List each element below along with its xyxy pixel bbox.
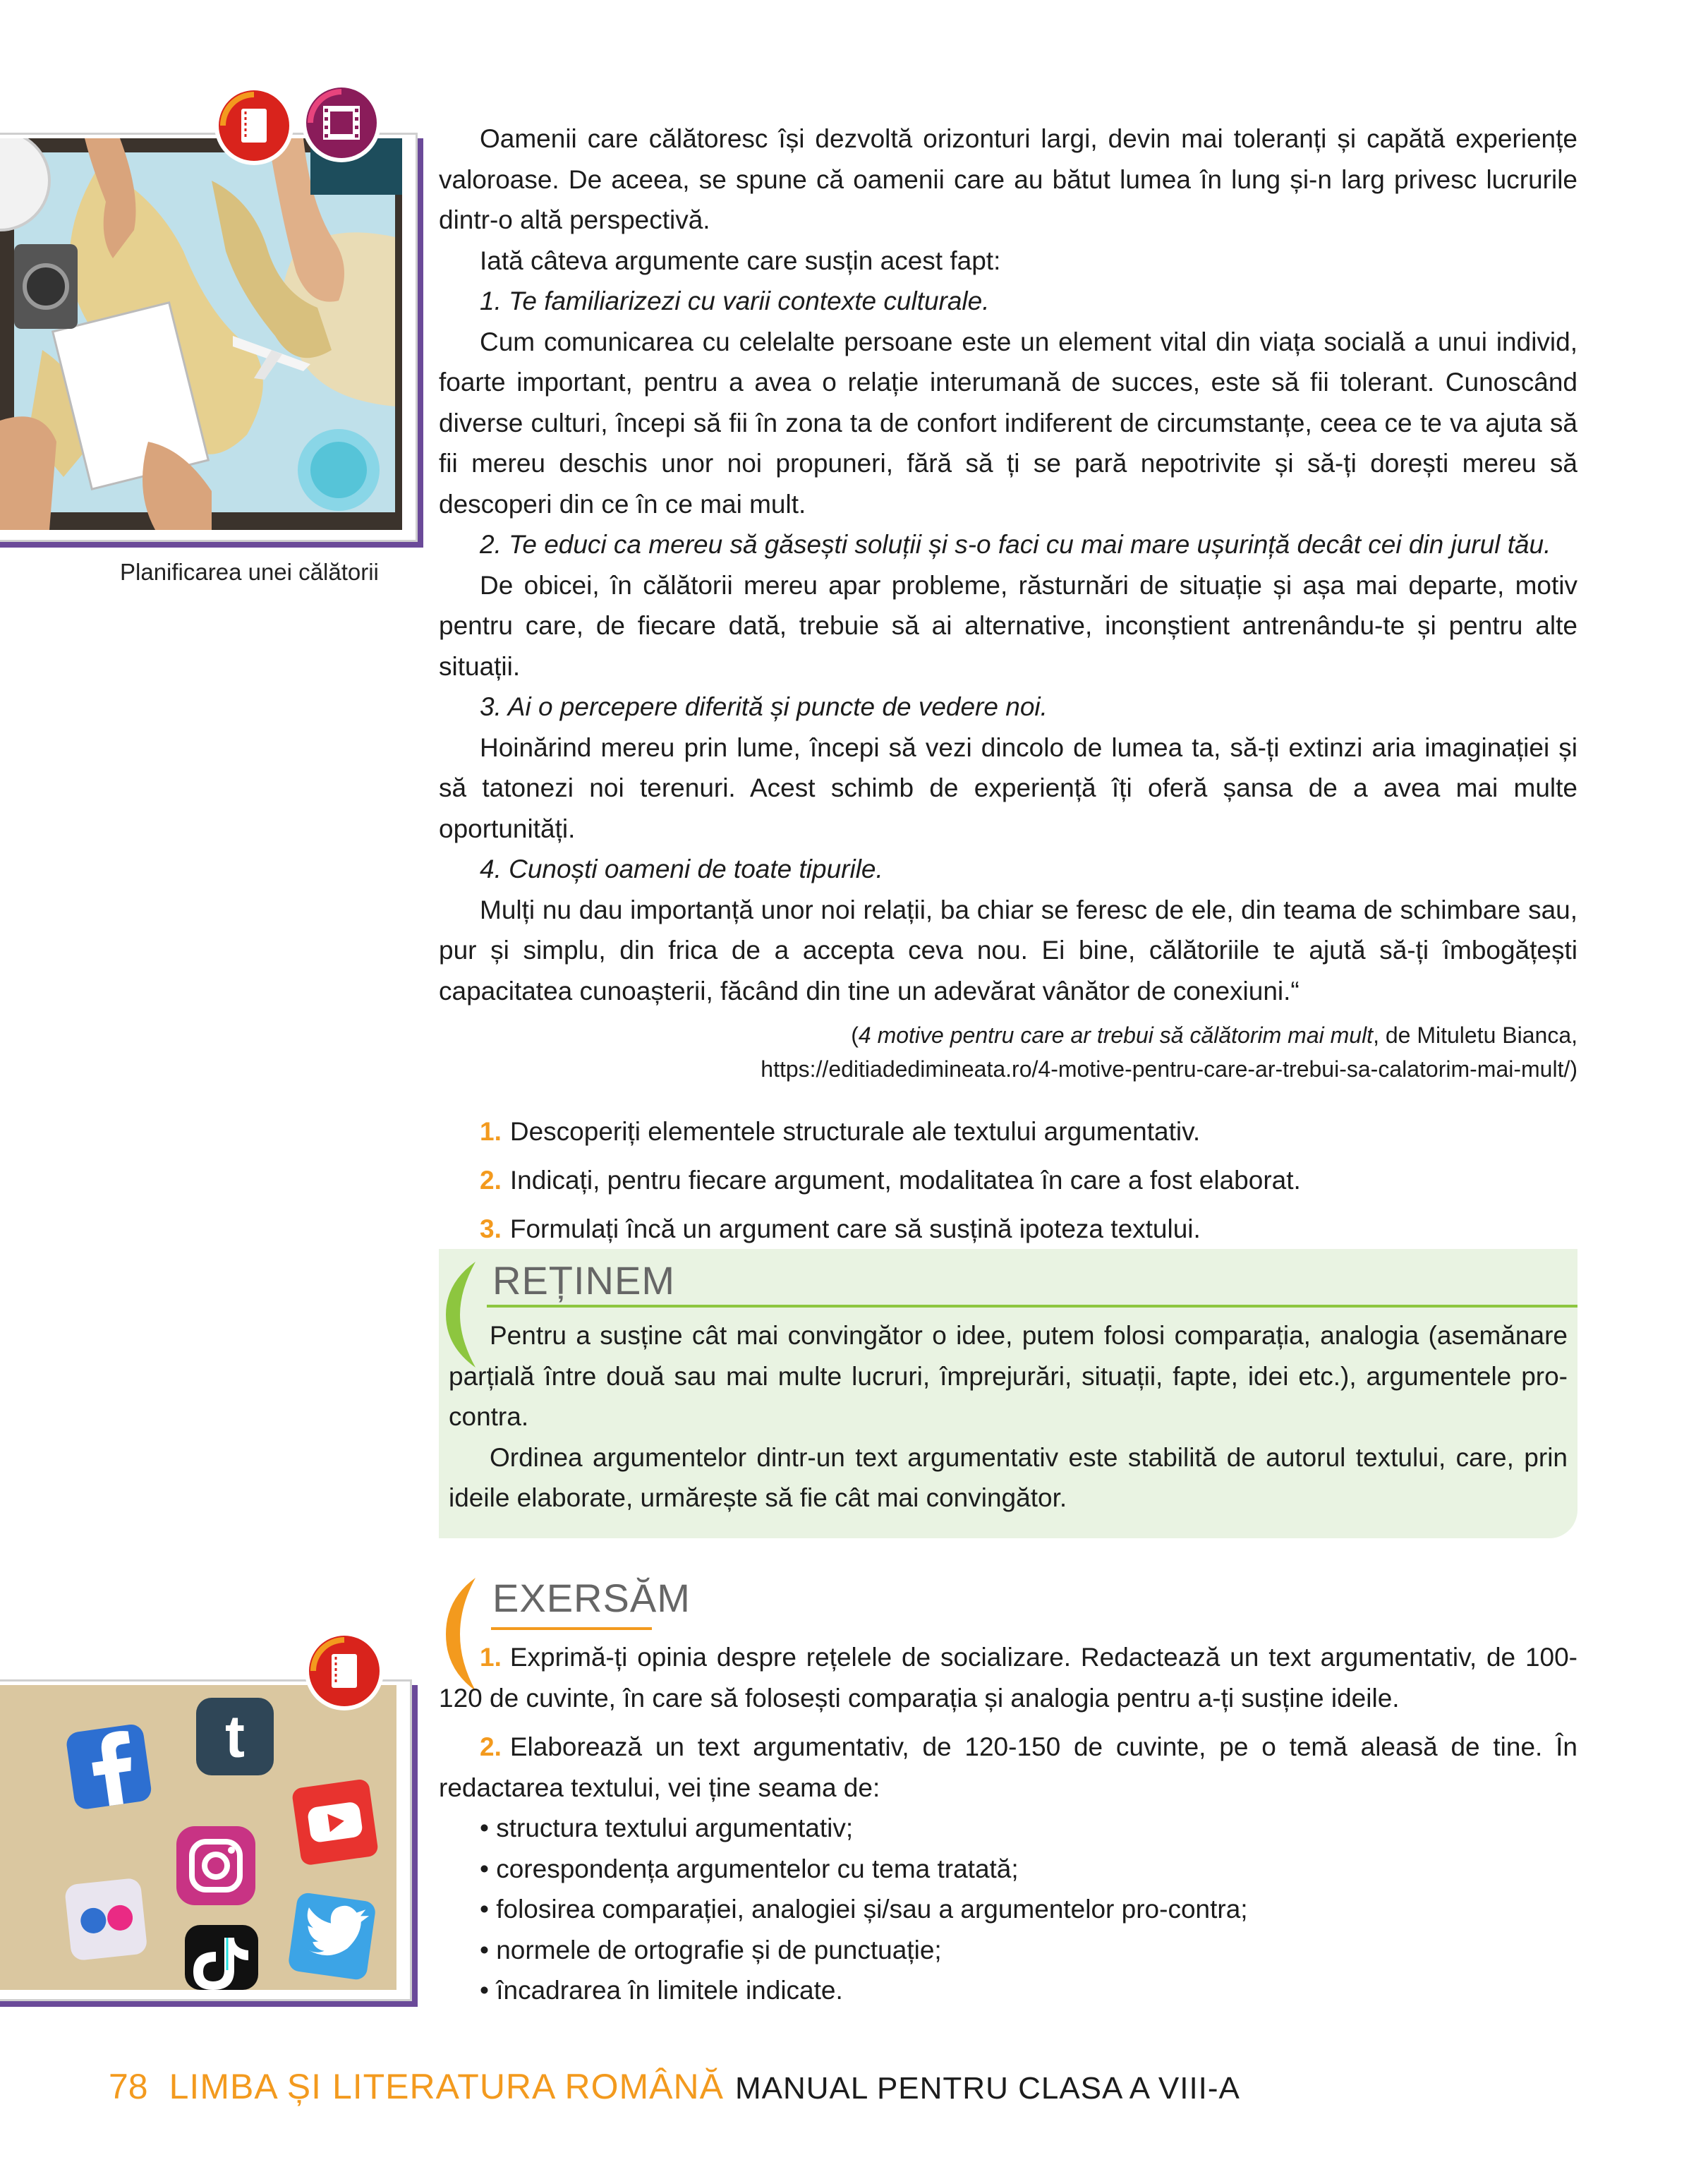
manual-title: MANUAL PENTRU CLASA A VIII-A (734, 2071, 1240, 2106)
twitter-icon (287, 1892, 376, 1981)
film-badge[interactable] (299, 80, 384, 169)
question-item: 2. Indicați, pentru fiecare argument, modalitatea în care a fost elaborat. (480, 1166, 1301, 1195)
page-footer (109, 2066, 1240, 2107)
argument-heading: 4. Cunoști oameni de toate tipurile. (480, 855, 883, 883)
flickr-icon (64, 1878, 148, 1962)
article-body (439, 119, 1577, 1257)
citation-url[interactable]: https://editiadedimineata.ro/4-motive-pentru-care-ar-trebui-sa-calatorim-mai-mult/) (761, 1056, 1577, 1082)
paragraph: Oamenii care călătoresc își dezvoltă orizonturi largi, devin mai toleranți și capătă experiențe valoroase. De aceea, se spune că oamenii care au bătut lumea în lung și-n larg privesc lucrurile dintr-o altă perspectivă. (439, 124, 1577, 234)
retinem-text (449, 1315, 1568, 1519)
question-item: 3. Formulați încă un argument care să susțină ipoteza textului. (480, 1214, 1201, 1243)
photo-caption: Planificarea unei călătorii (120, 559, 379, 585)
travel-planning-photo (0, 138, 402, 530)
list-item: • corespondența argumentelor cu tema tratată; (480, 1854, 1019, 1883)
questions-list (480, 1111, 1577, 1249)
argument-heading: 2. Te educi ca mereu să găsești soluții și s-o faci cu mai mare ușurință decât cei din jurul tău. (480, 530, 1551, 559)
paragraph: Cum comunicarea cu celelalte persoane este un element vital din viața socială a unui individ, foarte important, pentru a avea o relație interumană de succes, este să fii tolerant. Cunoscând diverse culturi, începi să fii în zona ta de confort indiferent de circumstanțe, ceea ce te va ajuta să fii mereu deschis unor noi propuneri, fără să ți se pară nepotrivite și să-ți dorești mereu să descoperi din ce în ce mai mult. (439, 327, 1577, 519)
argument-heading: 1. Te familiarizezi cu varii contexte culturale. (480, 286, 990, 315)
youtube-icon (291, 1778, 379, 1866)
tumblr-icon (196, 1698, 274, 1775)
notebook-badge[interactable] (212, 83, 296, 171)
paragraph: Mulți nu dau importanță unor noi relații, ba chiar se feresc de ele, din teama de schimbare sau, pur și simplu, din frica de a accepta ceva nou. Ei bine, călătoriile te ajută să-ți îmbogățești capacitatea cunoașterii, făcând din tine un adevărat vânător de conexiuni.“ (439, 895, 1577, 1006)
citation-author: , de Mituletu Bianca, (1373, 1022, 1577, 1048)
list-item: • normele de ortografie și de punctuație; (480, 1935, 942, 1964)
citation-title: 4 motive pentru care ar trebui să călătorim mai mult (858, 1022, 1374, 1048)
retinem-title: REȚINEM (492, 1258, 675, 1303)
citation: (4 motive pentru care ar trebui să călătorim mai mult, de Mituletu Bianca, https://editiadedimineata.ro/4-motive-pentru-care-ar-trebui-sa-calatorim-mai-mult/) (439, 1018, 1577, 1086)
subject-title: LIMBA ȘI LITERATURA ROMÂNĂ (169, 2067, 724, 2106)
page-number: 78 (109, 2067, 148, 2106)
exercise-2: 2. Elaborează un text argumentativ, de 120-150 de cuvinte, pe o temă aleasă de tine. În redactarea textului, vei ține seama de: (439, 1732, 1577, 1802)
paragraph: Hoinărind mereu prin lume, începi să vezi dincolo de lumea ta, să-ți extinzi aria imaginației și să tatonezi noi terenuri. Acest schimb de experiență îți oferă șansa de a avea mai multe oportunități. (439, 732, 1577, 843)
svg-text:t: t (225, 1703, 245, 1770)
facebook-icon (65, 1723, 152, 1811)
exersam-underline (491, 1627, 652, 1630)
film-icon (323, 106, 360, 140)
instagram-icon (176, 1826, 255, 1905)
exercise-1: 1. Exprimă-ți opinia despre rețelele de socializare. Redactează un text argumentativ, de 100-120 de cuvinte, în care să folosești comparația și analogia pentru a-ți susține ideile. (439, 1643, 1577, 1713)
list-item: • încadrarea în limitele indicate. (480, 1976, 843, 2005)
notebook-badge[interactable] (302, 1629, 387, 1717)
tiktok-icon (185, 1925, 258, 1990)
paragraph: Iată câteva argumente care susțin acest fapt: (480, 246, 1001, 275)
exersam-title: EXERSĂM (492, 1576, 691, 1620)
retinem-paragraph: Pentru a susține cât mai convingător o idee, putem folosi comparația, analogia (asemănare parțială între două sau mai multe lucruri, împrejurări, situații, fapte, idei etc.), argumentele pro-contra. (449, 1321, 1568, 1431)
retinem-underline (487, 1305, 1577, 1308)
exercise-2-criteria (480, 1808, 1577, 2011)
question-item: 1. Descoperiți elementele structurale ale textului argumentativ. (480, 1117, 1201, 1146)
paragraph: De obicei, în călătorii mereu apar probleme, răsturnări de situație și așa mai departe, motiv pentru care, de fiecare dată, trebuie să ai alternative, inconștient antrenându-te și pentru alte situații. (439, 570, 1577, 681)
social-media-photo (0, 1685, 396, 1990)
list-item: • folosirea comparației, analogiei și/sau a argumentelor pro-contra; (480, 1895, 1248, 1924)
retinem-paragraph: Ordinea argumentelor dintr-un text argumentativ este stabilită de autorul textului, care, prin ideile elaborate, urmărește să fie cât mai convingător. (449, 1442, 1568, 1512)
exersam-body (439, 1637, 1577, 2011)
argument-heading: 3. Ai o percepere diferită și puncte de vedere noi. (480, 692, 1048, 721)
list-item: • structura textului argumentativ; (480, 1813, 854, 1842)
